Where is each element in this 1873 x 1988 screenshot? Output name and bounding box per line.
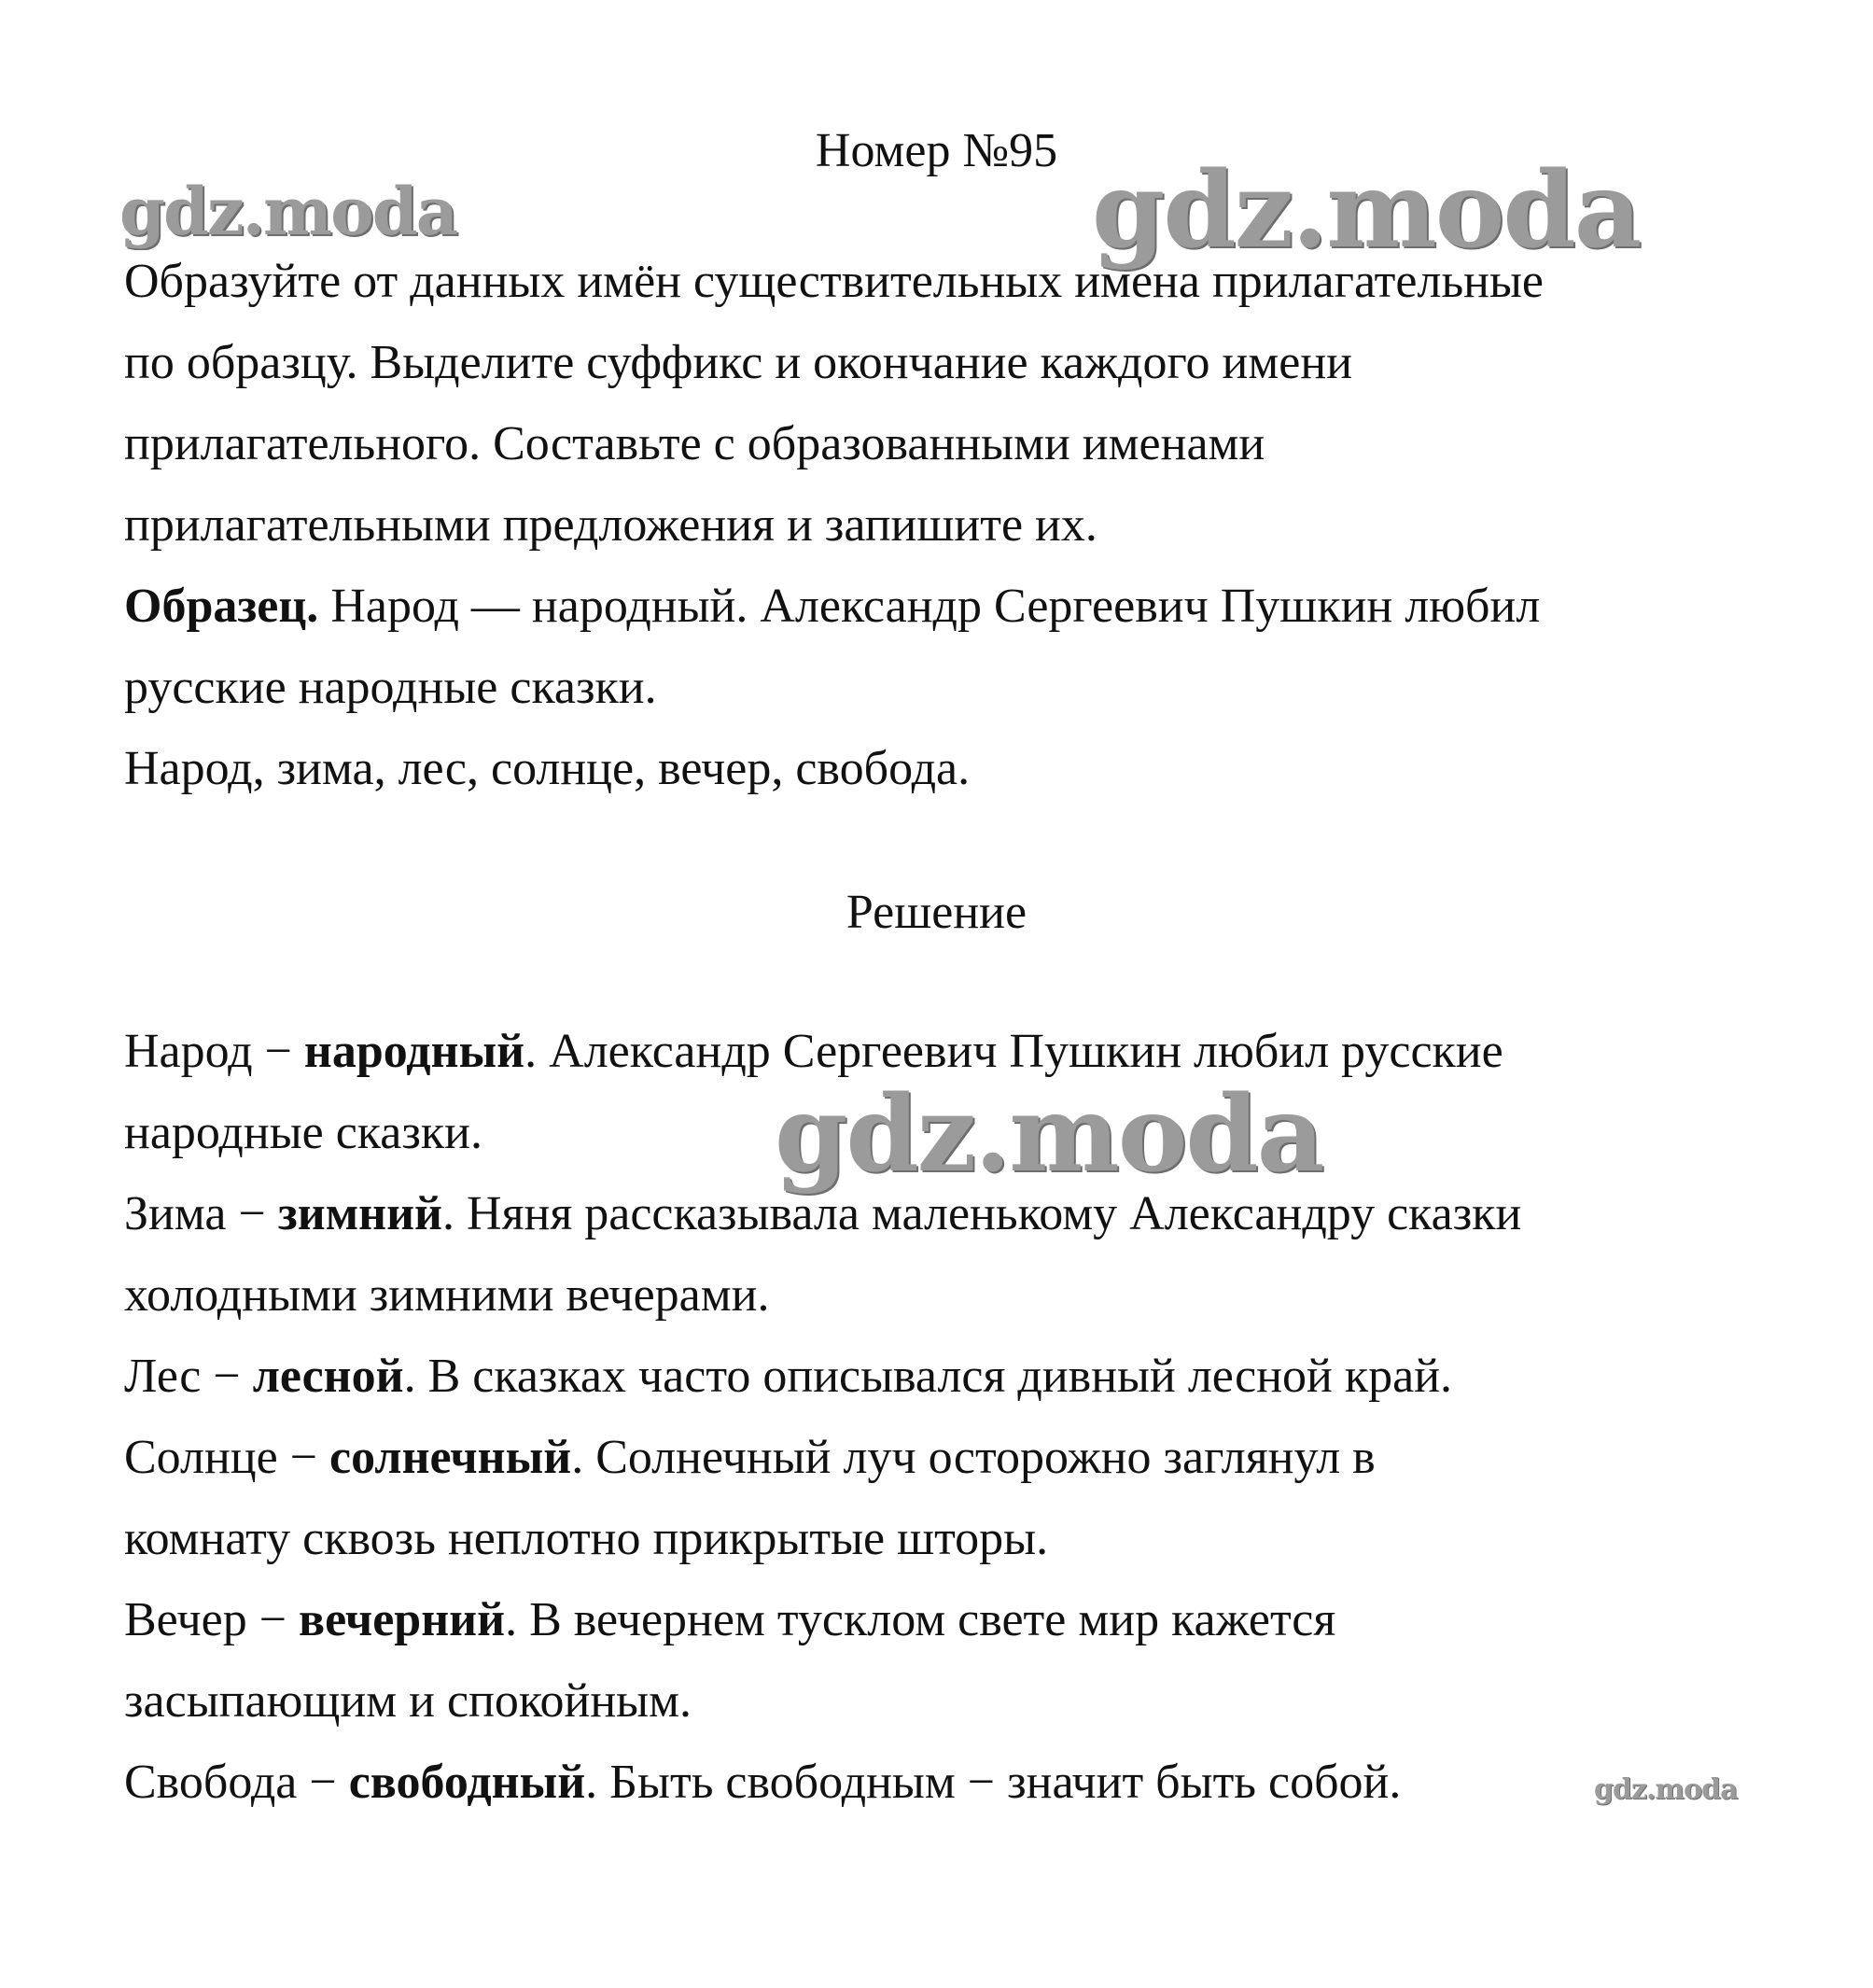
adjective: вечерний (299, 1593, 506, 1646)
sentence: . В сказках часто описывался дивный лесной край. (403, 1350, 1453, 1403)
adjective: народный (303, 1025, 525, 1078)
adjective: солнечный (329, 1431, 572, 1484)
solution-entry-line (124, 1579, 1767, 1660)
solution-entry-continuation: засыпающим и спокойным. (124, 1674, 692, 1728)
solution-entry-continuation: комнату сквозь неплотно прикрытые шторы. (124, 1512, 1049, 1565)
dash: − (201, 1350, 253, 1403)
noun: Вечер (124, 1593, 247, 1646)
solution-entry-continuation: холодными зимними вечерами. (124, 1268, 770, 1322)
watermark-small: gdz.moda (1594, 1773, 1738, 1806)
noun: Зима (124, 1187, 227, 1240)
solution-entry-line (124, 1742, 1767, 1823)
solution-entry-line (124, 1417, 1767, 1498)
dash: − (246, 1593, 300, 1646)
task-line: прилагательного. Составьте с образованными именами (124, 417, 1265, 470)
watermark-top-left: gdz.moda (119, 173, 457, 250)
adjective: зимний (277, 1187, 443, 1240)
dash: − (297, 1756, 349, 1809)
adjective: свободный (348, 1756, 586, 1809)
task-line: по образцу. Выделите суффикс и окончание каждого имени (124, 336, 1353, 389)
sample-text: Народ — народный. Александр Сергеевич Пушкин любил (318, 580, 1541, 633)
sentence: . Быть свободным − значит быть собой. (585, 1756, 1402, 1809)
noun: Свобода (124, 1756, 298, 1809)
sample-label: Образец. (124, 580, 319, 633)
page-title: Номер №95 (815, 124, 1058, 177)
adjective: лесной (252, 1350, 404, 1403)
noun: Лес (124, 1350, 202, 1403)
dash: − (277, 1431, 330, 1484)
sample-line (124, 566, 1767, 647)
task-line: прилагательными предложения и запишите их. (124, 498, 1097, 552)
watermark-middle: gdz.moda (775, 1073, 1323, 1196)
words-list: Народ, зима, лес, солнце, вечер, свобода. (124, 742, 971, 795)
solution-entry-continuation: народные сказки. (124, 1106, 482, 1159)
solution-title: Решение (846, 886, 1027, 939)
solution-entry-line (124, 1336, 1767, 1417)
task-text (124, 241, 1767, 809)
sample-line-continued: русские народные сказки. (124, 661, 657, 714)
watermark-top-center: gdz.moda (1092, 149, 1641, 272)
noun: Народ (124, 1025, 253, 1078)
sentence: . Солнечный луч осторожно заглянул в (571, 1431, 1376, 1484)
sentence: . Няня рассказывала маленькому Александру сказки (442, 1187, 1522, 1240)
dash: − (252, 1025, 304, 1078)
noun: Солнце (124, 1431, 278, 1484)
sentence: . Александр Сергеевич Пушкин любил русские (524, 1025, 1503, 1078)
dash: − (226, 1187, 278, 1240)
task-line: Образуйте от данных имён существительных имена прилагательные (124, 255, 1544, 308)
sentence: . В вечернем тусклом свете мир кажется (505, 1593, 1336, 1646)
